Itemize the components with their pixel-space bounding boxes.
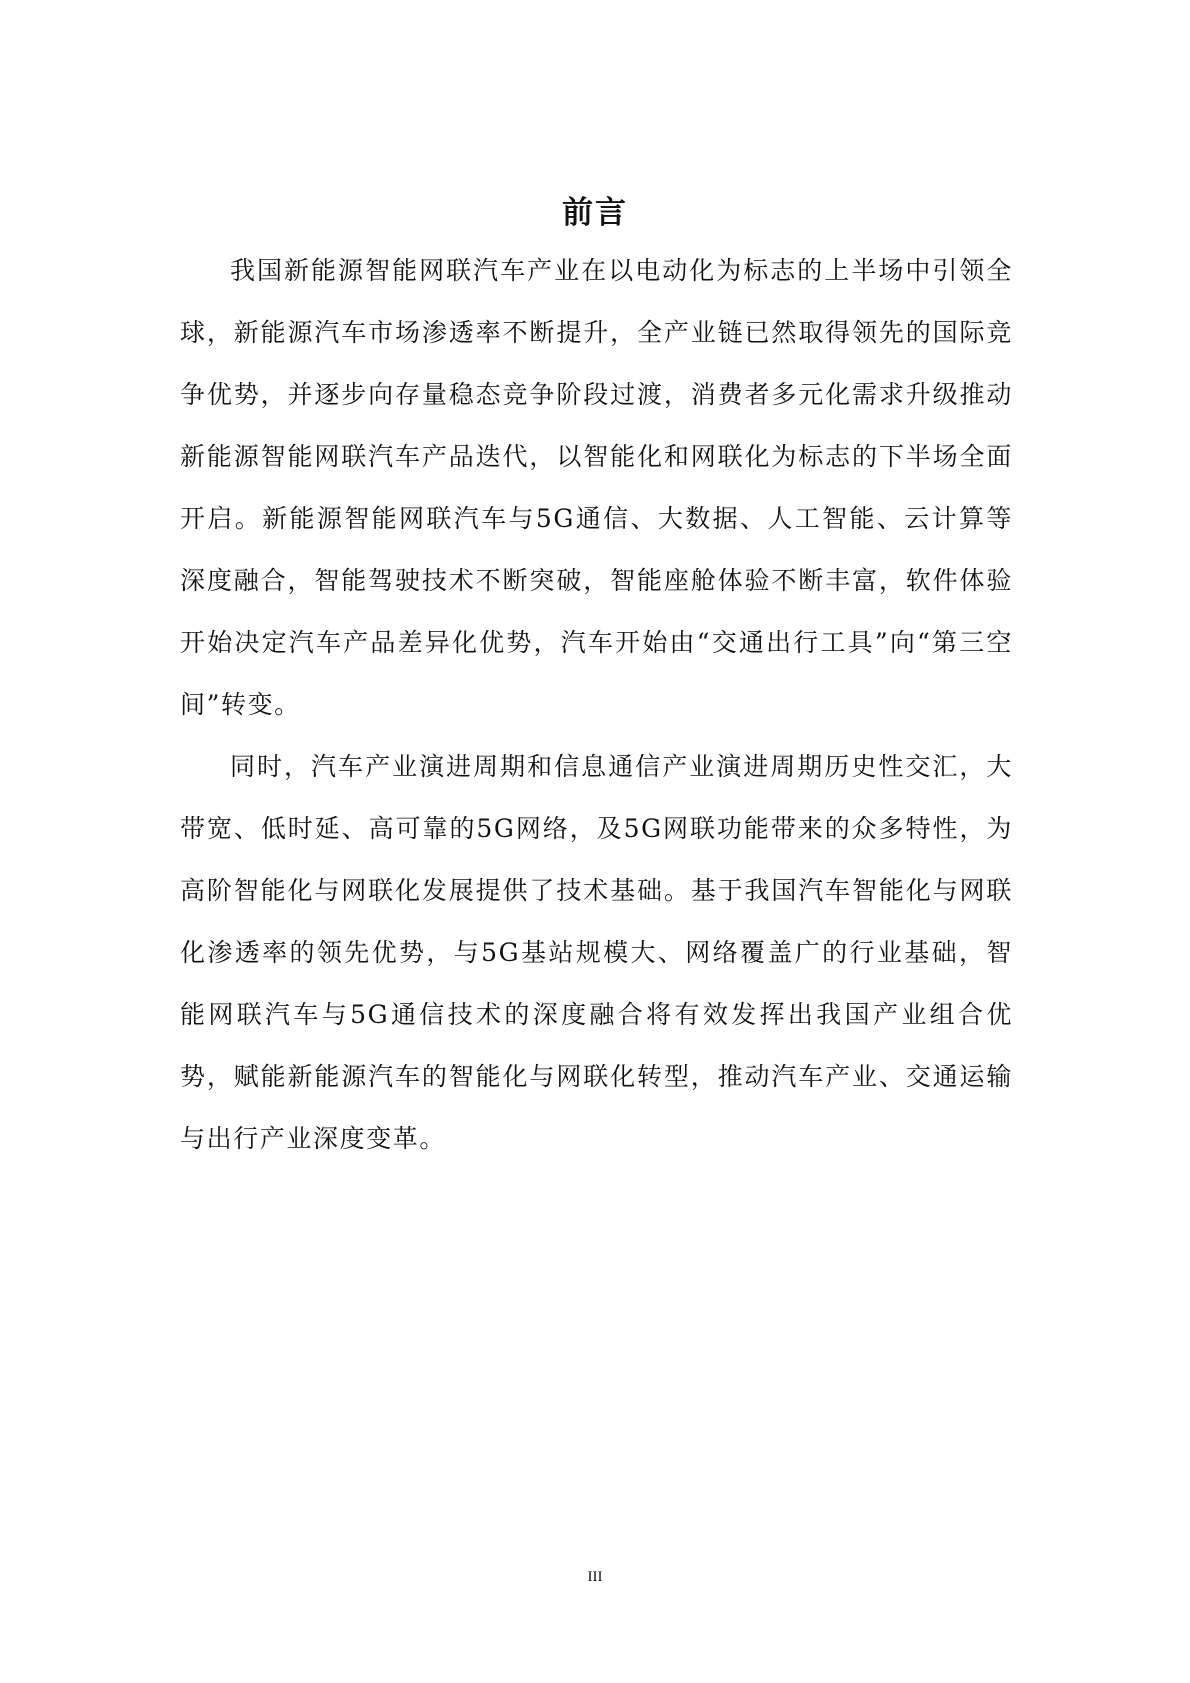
paragraph-2: 同时，汽车产业演进周期和信息通信产业演进周期历史性交汇，大带宽、低时延、高可靠的5G网络，及5G网联功能带来的众多特性，为高阶智能化与网联化发展提供了技术基础。基于我国汽车智能化与网联化渗透率的领先优势，与5G基站规模大、网络覆盖广的行业基础，智能网联汽车与5G通信技术的深度融合将有效发挥出我国产业组合优势，赋能新能源汽车的智能化与网联化转型，推动汽车产业、交通运输与出行产业深度变革。 xyxy=(180,752,1013,1153)
page-number: III xyxy=(587,1569,603,1585)
paragraph-1: 我国新能源智能网联汽车产业在以电动化为标志的上半场中引领全球，新能源汽车市场渗透率不断提升，全产业链已然取得领先的国际竞争优势，并逐步向存量稳态竞争阶段过渡，消费者多元化需求升级推动新能源智能网联汽车产品迭代，以智能化和网联化为标志的下半场全面开启。新能源智能网联汽车与5G通信、大数据、人工智能、云计算等深度融合，智能驾驶技术不断突破，智能座舱体验不断丰富，软件体验开始决定汽车产品差异化优势，汽车开始由“交通出行工具”向“第三空间”转变。 xyxy=(180,256,1013,719)
page-title: 前言 xyxy=(562,194,628,231)
body-text xyxy=(180,240,1013,1170)
